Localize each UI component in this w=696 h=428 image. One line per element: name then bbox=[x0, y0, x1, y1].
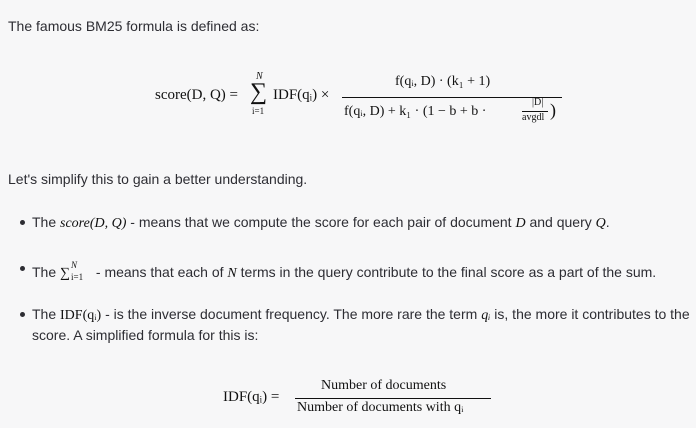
idf-numerator: Number of documents bbox=[321, 378, 447, 393]
bm25-closing-paren: ) bbox=[550, 100, 556, 120]
idf-lhs: IDF(qᵢ) = bbox=[223, 389, 280, 405]
bullet-idf bbox=[32, 305, 690, 325]
bullet-text: The bbox=[32, 214, 61, 230]
inner-denominator: avgdl bbox=[522, 112, 545, 123]
bullet-text: The bbox=[32, 306, 61, 322]
bullet-text: terms in the query contribute to the final score as a part of the sum. bbox=[236, 264, 657, 280]
bullet-score bbox=[32, 213, 610, 233]
bullet-text: . bbox=[605, 214, 610, 230]
qi-math: qᵢ bbox=[481, 308, 491, 323]
sum-upper-limit: N bbox=[256, 71, 263, 82]
bullet-text: - means that we compute the score for each pair of document bbox=[126, 214, 516, 230]
n-math: N bbox=[227, 266, 237, 281]
document-math: D bbox=[515, 216, 526, 231]
intro-text: The famous BM25 formula is defined as: bbox=[8, 18, 260, 34]
bm25-lhs: score(D, Q) = bbox=[155, 87, 239, 103]
sum-symbol: ∑ bbox=[250, 79, 268, 105]
idf-math: IDF(qᵢ) bbox=[60, 308, 102, 323]
bm25-fraction-line bbox=[342, 97, 562, 98]
query-math: Q bbox=[595, 216, 606, 231]
bullet-dot bbox=[20, 266, 25, 271]
simplify-text: Let's simplify this to gain a better understanding. bbox=[8, 171, 308, 187]
inner-numerator: |D| bbox=[532, 97, 544, 108]
bullet-idf-line2: score. A simplified formula for this is: bbox=[32, 327, 259, 343]
idf-denominator: Number of documents with qᵢ bbox=[297, 400, 464, 415]
idf-fraction-line bbox=[295, 398, 491, 399]
bullet-text: - means that each of bbox=[92, 264, 228, 280]
bullet-text: - is the inverse document frequency. The more rare the term bbox=[101, 306, 482, 322]
bm25-numerator: f(qᵢ, D) · (k₁ + 1) bbox=[395, 74, 491, 89]
sum-symbol-inline: ∑ bbox=[60, 266, 70, 281]
bullet-dot bbox=[20, 312, 25, 317]
bullet-text: The bbox=[32, 264, 61, 280]
sum-limits-inline bbox=[70, 259, 92, 282]
bm25-denominator-left: f(qᵢ, D) + k₁ · (1 − b + b · bbox=[344, 104, 487, 119]
sum-sub: i=1 bbox=[71, 272, 84, 282]
score-math: score(D, Q) bbox=[60, 216, 127, 231]
bullet-sum bbox=[32, 259, 656, 283]
sum-lower-limit: i=1 bbox=[252, 106, 265, 116]
bullet-text: and query bbox=[525, 214, 596, 230]
bullet-text: is, the more it contributes to the bbox=[490, 306, 690, 322]
sum-sup: N bbox=[71, 260, 78, 270]
bullet-dot bbox=[20, 220, 25, 225]
idf-term: IDF(qᵢ) × bbox=[273, 87, 330, 103]
